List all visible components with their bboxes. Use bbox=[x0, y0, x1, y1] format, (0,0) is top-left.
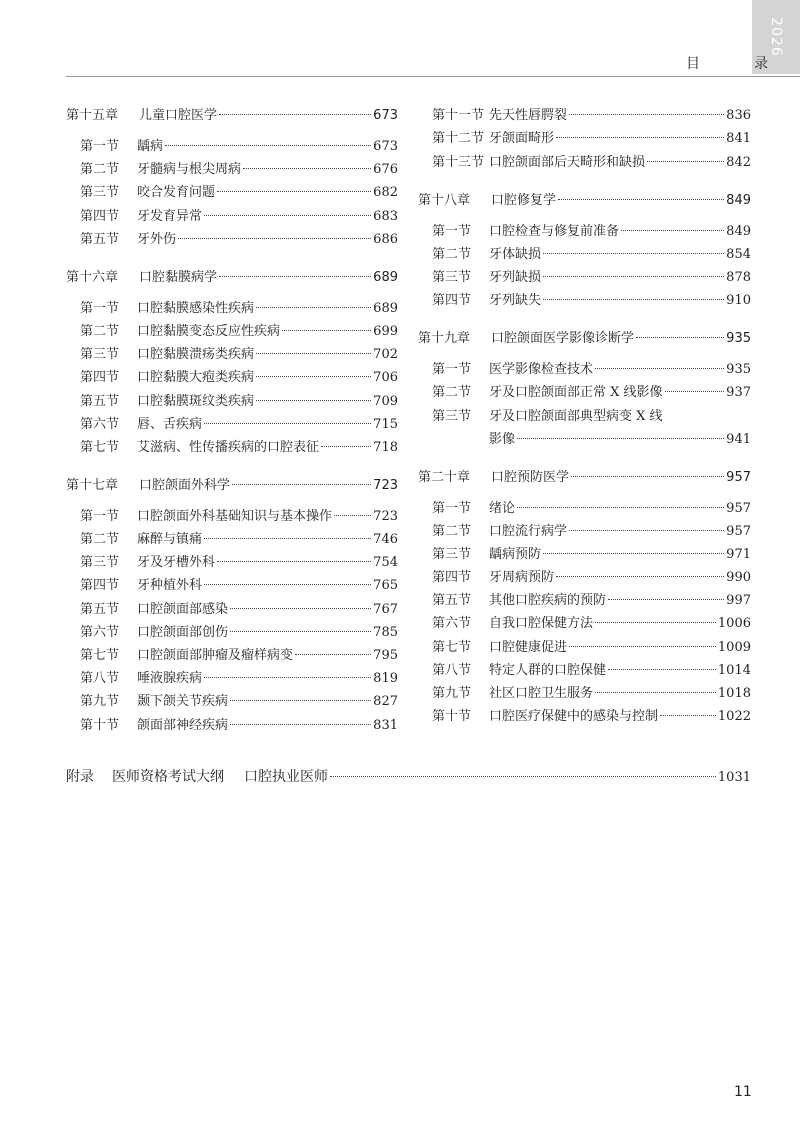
toc-chapter-entry[interactable] bbox=[66, 476, 398, 495]
section-title: 口腔流行病学 bbox=[489, 523, 568, 539]
toc-section-entry[interactable] bbox=[66, 230, 398, 249]
section-number: 第三节 bbox=[432, 269, 472, 285]
section-page: 709 bbox=[373, 393, 398, 409]
section-page: 746 bbox=[373, 532, 398, 548]
chapter-page: 689 bbox=[373, 269, 398, 285]
toc-section-entry[interactable] bbox=[418, 407, 751, 449]
leader-dots bbox=[230, 724, 371, 725]
leader-dots bbox=[230, 631, 371, 632]
chapter-number: 第十六章 bbox=[66, 269, 119, 285]
leader-dots bbox=[517, 507, 724, 508]
page-number: 11 bbox=[734, 1084, 752, 1100]
section-page: 718 bbox=[373, 439, 398, 455]
leader-dots bbox=[204, 423, 371, 424]
section-number: 第一节 bbox=[80, 300, 120, 316]
section-page: 878 bbox=[726, 269, 751, 285]
leader-dots bbox=[230, 700, 371, 701]
section-title: 口腔颌面外科基础知识与基本操作 bbox=[137, 508, 333, 524]
leader-dots bbox=[647, 161, 724, 162]
toc-section-entry[interactable] bbox=[66, 137, 398, 156]
section-title: 口腔黏膜溃疡类疾病 bbox=[137, 347, 255, 363]
leader-dots bbox=[569, 530, 724, 531]
section-number: 第十二节 bbox=[432, 131, 485, 147]
section-title: 口腔颌面部肿瘤及瘤样病变 bbox=[137, 648, 294, 663]
section-page: 841 bbox=[726, 131, 751, 147]
continued-section-list bbox=[418, 106, 751, 171]
toc-section-entry[interactable] bbox=[418, 614, 751, 633]
toc-section-entry[interactable] bbox=[66, 600, 398, 619]
chapter-title: 口腔修复学 bbox=[491, 192, 557, 208]
leader-dots bbox=[295, 654, 371, 655]
leader-dots bbox=[665, 391, 725, 392]
section-title: 口腔颌面部创伤 bbox=[137, 624, 229, 640]
leader-dots bbox=[178, 238, 371, 239]
leader-dots bbox=[595, 692, 716, 693]
leader-dots bbox=[204, 215, 371, 216]
toc-section-entry[interactable] bbox=[418, 222, 751, 241]
toc-section-entry[interactable] bbox=[66, 646, 398, 665]
section-title: 颞下颌关节疾病 bbox=[137, 694, 229, 710]
section-title: 口腔颌面部后天畸形和缺损 bbox=[489, 154, 646, 170]
section-list bbox=[66, 507, 398, 735]
chapter-title: 儿童口腔医学 bbox=[139, 108, 218, 123]
section-number: 第十一节 bbox=[432, 108, 485, 124]
chapter-number: 第十七章 bbox=[66, 477, 119, 493]
section-number: 第四节 bbox=[80, 370, 120, 386]
section-page: 842 bbox=[726, 154, 751, 170]
leader-dots bbox=[204, 538, 371, 539]
section-title: 牙发育异常 bbox=[137, 208, 203, 224]
section-page: 854 bbox=[726, 246, 751, 262]
year-label: 2026 bbox=[767, 17, 784, 57]
chapter-title: 口腔预防医学 bbox=[491, 469, 570, 485]
section-number: 第八节 bbox=[432, 662, 472, 678]
section-page: 957 bbox=[726, 523, 751, 539]
section-page: 990 bbox=[726, 570, 751, 586]
section-title: 医学影像检查技术 bbox=[489, 362, 594, 378]
section-page: 997 bbox=[726, 593, 751, 609]
toc-chapter-entry[interactable] bbox=[418, 329, 751, 348]
section-list bbox=[418, 360, 751, 448]
leader-dots bbox=[595, 622, 716, 623]
section-number: 第一节 bbox=[432, 362, 472, 378]
section-title: 特定人群的口腔保健 bbox=[489, 662, 607, 678]
leader-dots bbox=[621, 230, 724, 231]
section-number: 第六节 bbox=[432, 616, 472, 632]
section-number: 第七节 bbox=[432, 639, 472, 655]
section-title: 口腔黏膜变态反应性疾病 bbox=[137, 323, 281, 339]
appendix-title: 医师资格考试大纲 bbox=[112, 769, 224, 785]
section-title: 其他口腔疾病的预防 bbox=[489, 593, 607, 609]
chapter-title: 口腔颌面医学影像诊断学 bbox=[491, 331, 635, 347]
leader-dots bbox=[571, 476, 724, 477]
section-title: 先天性唇腭裂 bbox=[489, 108, 568, 124]
leader-dots bbox=[204, 677, 371, 678]
toc-section-entry[interactable] bbox=[66, 692, 398, 711]
appendix-label: 附录 bbox=[66, 769, 94, 785]
section-number: 第四节 bbox=[432, 570, 472, 586]
section-number: 第二节 bbox=[432, 246, 472, 262]
section-title: 龋病 bbox=[137, 139, 164, 154]
chapter-title: 口腔黏膜病学 bbox=[139, 269, 218, 285]
section-page: 935 bbox=[726, 362, 751, 378]
chapter-title: 口腔颌面外科学 bbox=[139, 477, 231, 493]
leader-dots bbox=[595, 368, 724, 369]
section-number: 第一节 bbox=[432, 223, 472, 239]
section-number: 第六节 bbox=[80, 416, 120, 432]
leader-dots bbox=[219, 114, 371, 115]
section-number: 第二节 bbox=[80, 323, 120, 339]
toc-section-entry[interactable] bbox=[66, 392, 398, 411]
toc-chapter-entry[interactable] bbox=[418, 468, 751, 487]
toc-section-entry[interactable] bbox=[418, 268, 751, 287]
leader-dots bbox=[556, 137, 724, 138]
toc-section-entry[interactable] bbox=[418, 661, 751, 680]
section-number: 第四节 bbox=[432, 293, 472, 309]
section-title: 颌面部神经疾病 bbox=[137, 717, 229, 733]
section-page: 767 bbox=[373, 601, 398, 617]
header-rule bbox=[66, 76, 800, 77]
appendix-page: 1031 bbox=[717, 770, 751, 785]
section-title: 牙列缺失 bbox=[489, 293, 542, 309]
section-number: 第五节 bbox=[80, 601, 120, 617]
section-number: 第二节 bbox=[432, 523, 472, 539]
section-title: 麻醉与镇痛 bbox=[137, 532, 203, 548]
leader-dots bbox=[660, 715, 716, 716]
section-number: 第六节 bbox=[80, 624, 120, 640]
section-title: 口腔黏膜感染性疾病 bbox=[137, 300, 255, 316]
section-page: 765 bbox=[373, 578, 398, 594]
leader-dots bbox=[256, 307, 371, 308]
section-list bbox=[66, 137, 398, 249]
leader-dots bbox=[219, 276, 371, 277]
section-title-line2: 影像 bbox=[489, 431, 516, 447]
section-page: 702 bbox=[373, 347, 398, 363]
toc-section-entry[interactable] bbox=[418, 591, 751, 610]
section-number: 第十三节 bbox=[432, 154, 485, 170]
section-title: 牙颌面畸形 bbox=[489, 131, 555, 147]
section-page: 1022 bbox=[717, 709, 751, 725]
toc-section-entry[interactable] bbox=[66, 438, 398, 457]
leader-dots bbox=[330, 776, 716, 777]
section-number: 第三节 bbox=[80, 555, 120, 571]
section-title: 口腔检查与修复前准备 bbox=[489, 223, 620, 239]
chapter-number: 第十九章 bbox=[418, 331, 471, 347]
section-title: 牙及口腔颌面部正常 X 线影像 bbox=[489, 385, 663, 401]
leader-dots bbox=[243, 168, 371, 169]
toc-left-column bbox=[66, 106, 398, 754]
section-title: 牙种植外科 bbox=[137, 578, 203, 594]
toc-section-entry[interactable] bbox=[66, 623, 398, 642]
section-page: 849 bbox=[726, 223, 751, 239]
section-number: 第二节 bbox=[432, 385, 472, 401]
toc-section-entry[interactable] bbox=[418, 707, 751, 726]
section-number: 第三节 bbox=[80, 347, 120, 363]
leader-dots bbox=[334, 515, 371, 516]
leader-dots bbox=[569, 646, 716, 647]
toc-section-entry[interactable] bbox=[66, 299, 398, 318]
appendix-entry[interactable] bbox=[66, 767, 751, 787]
leader-dots bbox=[256, 376, 371, 377]
section-title-continued bbox=[489, 430, 751, 449]
leader-dots bbox=[204, 584, 371, 585]
section-page: 795 bbox=[373, 648, 398, 663]
section-title: 龋病预防 bbox=[489, 546, 542, 562]
section-title: 牙外伤 bbox=[137, 231, 177, 247]
toc-section-entry[interactable] bbox=[66, 183, 398, 202]
leader-dots bbox=[608, 669, 716, 670]
section-number: 第一节 bbox=[432, 500, 472, 516]
toc-section-entry[interactable] bbox=[418, 129, 751, 148]
toc-chapter-entry[interactable] bbox=[66, 268, 398, 287]
chapter-number: 第十八章 bbox=[418, 192, 471, 208]
toc-section-entry[interactable] bbox=[66, 669, 398, 688]
leader-dots bbox=[282, 330, 371, 331]
section-title: 绪论 bbox=[489, 500, 516, 516]
toc-section-entry[interactable] bbox=[418, 106, 751, 125]
section-number: 第五节 bbox=[80, 231, 120, 247]
toc-chapter-entry[interactable] bbox=[418, 191, 751, 210]
toc-right-column bbox=[418, 106, 751, 745]
section-title: 牙及口腔颌面部典型病变 X 线 bbox=[489, 408, 663, 424]
section-page: 706 bbox=[373, 370, 398, 386]
section-page: 682 bbox=[373, 185, 398, 201]
toc-section-entry[interactable] bbox=[66, 415, 398, 434]
section-page: 723 bbox=[373, 508, 398, 524]
leader-dots bbox=[217, 561, 371, 562]
section-page: 699 bbox=[373, 323, 398, 339]
section-page: 715 bbox=[373, 416, 398, 432]
toc-section-entry[interactable] bbox=[66, 530, 398, 549]
chapter-page: 957 bbox=[726, 469, 751, 485]
leader-dots bbox=[217, 191, 371, 192]
section-title: 唾液腺疾病 bbox=[137, 671, 203, 687]
section-number: 第五节 bbox=[80, 393, 120, 409]
section-number: 第四节 bbox=[80, 208, 120, 224]
toc-section-entry[interactable] bbox=[66, 576, 398, 595]
toc-section-entry[interactable] bbox=[418, 522, 751, 541]
section-title: 牙列缺损 bbox=[489, 269, 542, 285]
section-title: 唇、舌疾病 bbox=[137, 416, 203, 432]
section-page: 836 bbox=[726, 108, 751, 124]
chapter-page: 935 bbox=[726, 331, 751, 347]
section-number: 第九节 bbox=[80, 694, 120, 710]
section-page: 937 bbox=[726, 385, 751, 401]
leader-dots bbox=[232, 484, 371, 485]
toc-section-entry[interactable] bbox=[418, 291, 751, 310]
section-page: 1009 bbox=[717, 639, 751, 655]
section-page: 689 bbox=[373, 300, 398, 316]
toc-section-entry[interactable] bbox=[66, 716, 398, 735]
chapter-number: 第二十章 bbox=[418, 469, 471, 485]
appendix-subtitle: 口腔执业医师 bbox=[244, 769, 328, 785]
section-page: 686 bbox=[373, 231, 398, 247]
leader-dots bbox=[636, 337, 724, 338]
toc-section-entry[interactable] bbox=[418, 383, 751, 402]
section-page: 971 bbox=[726, 546, 751, 562]
toc-section-entry[interactable] bbox=[66, 345, 398, 364]
toc-section-entry[interactable] bbox=[66, 207, 398, 226]
chapter-page: 723 bbox=[373, 477, 398, 493]
section-number: 第三节 bbox=[432, 408, 472, 424]
section-title: 口腔健康促进 bbox=[489, 639, 568, 655]
section-number: 第七节 bbox=[80, 648, 120, 663]
section-page: 1018 bbox=[717, 686, 751, 701]
header-title: 目 录 bbox=[686, 56, 788, 72]
section-number: 第二节 bbox=[80, 532, 120, 548]
chapter-number: 第十五章 bbox=[66, 108, 119, 123]
section-title: 牙及牙槽外科 bbox=[137, 555, 216, 571]
toc-section-entry[interactable] bbox=[66, 507, 398, 526]
section-number: 第九节 bbox=[432, 686, 472, 701]
section-list bbox=[418, 222, 751, 311]
toc-section-entry[interactable] bbox=[418, 499, 751, 518]
leader-dots bbox=[256, 400, 371, 401]
section-number: 第五节 bbox=[432, 593, 472, 609]
chapter-page: 849 bbox=[726, 192, 751, 208]
section-title: 口腔黏膜大疱类疾病 bbox=[137, 370, 255, 386]
section-list bbox=[66, 299, 398, 457]
section-title: 牙髓病与根尖周病 bbox=[137, 162, 242, 178]
leader-dots bbox=[608, 599, 724, 600]
toc-section-entry[interactable] bbox=[418, 153, 751, 172]
section-page: 1014 bbox=[717, 662, 751, 678]
section-page: 957 bbox=[726, 500, 751, 516]
leader-dots bbox=[165, 145, 371, 146]
toc-section-entry[interactable] bbox=[418, 684, 751, 703]
leader-dots bbox=[558, 199, 724, 200]
section-page: 910 bbox=[726, 293, 751, 309]
section-list bbox=[418, 499, 751, 727]
section-title-block bbox=[489, 407, 751, 449]
toc-section-entry[interactable] bbox=[418, 245, 751, 264]
section-page: 827 bbox=[373, 694, 398, 710]
section-page: 754 bbox=[373, 555, 398, 571]
section-number: 第八节 bbox=[80, 671, 120, 687]
section-number: 第二节 bbox=[80, 162, 120, 178]
toc-section-entry[interactable] bbox=[418, 360, 751, 379]
section-title: 牙体缺损 bbox=[489, 246, 542, 262]
section-page: 785 bbox=[373, 624, 398, 640]
section-page: 941 bbox=[726, 431, 751, 447]
section-title: 社区口腔卫生服务 bbox=[489, 686, 594, 701]
section-page: 831 bbox=[373, 717, 398, 733]
section-title: 口腔黏膜斑纹类疾病 bbox=[137, 393, 255, 409]
section-page: 819 bbox=[373, 671, 398, 687]
toc-section-entry[interactable] bbox=[66, 553, 398, 572]
leader-dots bbox=[543, 276, 724, 277]
section-page: 676 bbox=[373, 162, 398, 178]
toc-section-entry[interactable] bbox=[66, 368, 398, 387]
section-number: 第三节 bbox=[80, 185, 120, 201]
section-title: 咬合发育问题 bbox=[137, 185, 216, 201]
leader-dots bbox=[543, 553, 724, 554]
section-number: 第三节 bbox=[432, 546, 472, 562]
section-page: 1006 bbox=[717, 616, 751, 632]
section-number: 第一节 bbox=[80, 508, 120, 524]
toc-section-entry[interactable] bbox=[66, 160, 398, 179]
section-number: 第一节 bbox=[80, 139, 120, 154]
toc-chapter-entry[interactable] bbox=[66, 106, 398, 125]
section-number: 第四节 bbox=[80, 578, 120, 594]
leader-dots bbox=[256, 353, 371, 354]
toc-section-entry[interactable] bbox=[418, 568, 751, 587]
toc-section-entry[interactable] bbox=[66, 322, 398, 341]
leader-dots bbox=[569, 114, 724, 115]
leader-dots bbox=[517, 438, 724, 439]
section-title: 牙周病预防 bbox=[489, 570, 555, 586]
section-page: 673 bbox=[373, 139, 398, 154]
chapter-page: 673 bbox=[373, 108, 398, 123]
section-title: 口腔医疗保健中的感染与控制 bbox=[489, 709, 659, 725]
leader-dots bbox=[543, 253, 724, 254]
section-title: 自我口腔保健方法 bbox=[489, 616, 594, 632]
leader-dots bbox=[321, 446, 371, 447]
section-title: 艾滋病、性传播疾病的口腔表征 bbox=[137, 439, 320, 455]
section-number: 第七节 bbox=[80, 439, 120, 455]
toc-section-entry[interactable] bbox=[418, 545, 751, 564]
section-title: 口腔颌面部感染 bbox=[137, 601, 229, 617]
leader-dots bbox=[543, 299, 724, 300]
toc-section-entry[interactable] bbox=[418, 638, 751, 657]
section-number: 第十节 bbox=[80, 717, 120, 733]
leader-dots bbox=[556, 576, 724, 577]
section-number: 第十节 bbox=[432, 709, 472, 725]
leader-dots bbox=[230, 608, 371, 609]
section-page: 683 bbox=[373, 208, 398, 224]
